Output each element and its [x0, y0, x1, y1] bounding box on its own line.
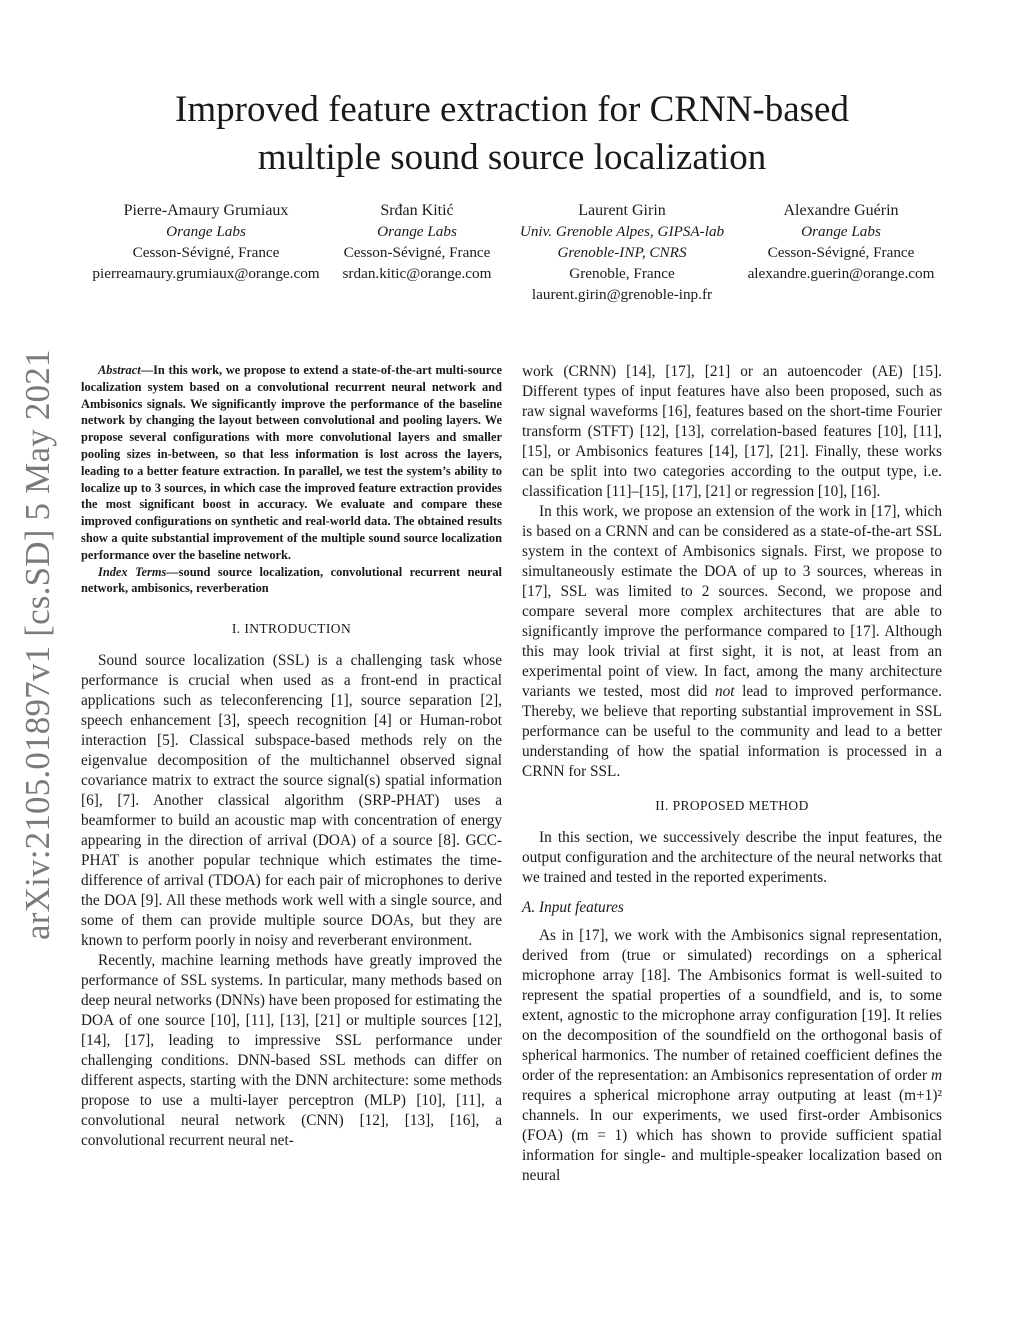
- author-3: [508, 200, 736, 305]
- right-column: [522, 362, 942, 1186]
- author-affiliation: Orange Labs: [801, 223, 881, 240]
- abstract-label: Abstract: [98, 363, 141, 377]
- input-features-text-d: which has shown to provide sufficient spatial information for single- and multiple-speaker localization based on neural: [522, 1127, 942, 1184]
- author-name: Pierre-Amaury Grumiaux: [123, 202, 289, 219]
- index-terms-text: —sound source localization, convolutional recurrent neural network, ambisonics, reverberation: [81, 564, 502, 596]
- index-terms: [81, 564, 502, 598]
- author-location: Cesson-Sévigné, France: [132, 244, 280, 261]
- author-location: Cesson-Sévigné, France: [343, 244, 491, 261]
- paper-title: [0, 86, 1024, 182]
- author-email: alexandre.guerin@orange.com: [747, 265, 935, 282]
- title-line-1: Improved feature extraction for CRNN-based: [175, 89, 849, 130]
- author-affiliation: Univ. Grenoble Alpes, GIPSA-lab: [519, 223, 725, 240]
- author-1: [80, 200, 332, 284]
- title-line-2: multiple sound source localization: [257, 137, 767, 178]
- math-m: m: [930, 1067, 942, 1084]
- author-name: Alexandre Guérin: [783, 202, 899, 219]
- author-affiliation: Orange Labs: [166, 223, 246, 240]
- author-email: srdan.kitic@orange.com: [342, 265, 492, 282]
- method-paragraph-1: In this section, we successively describe the input features, the output configuration and the architecture of the neural networks that we trained and tested in the reported experiments.: [522, 829, 942, 886]
- input-features-text-b: requires a spherical microphone array outputing at least: [522, 1087, 900, 1104]
- section-heading-proposed-method: II. PROPOSED METHOD: [655, 798, 809, 813]
- math-foa-order: (m = 1): [571, 1127, 628, 1144]
- author-name: Laurent Girin: [578, 202, 666, 219]
- intro-paragraph-1: Sound source localization (SSL) is a challenging task whose performance is crucial when used as a front-end in practical applications such as teleconferencing [1], source separation [2], speech enhancement [3], speech recognition [4] or Human-robot interaction [5]. Classical subspace-based methods rely on the eigenvalue decomposition of the multichannel observed signal covariance matrix to extract the source signal(s) spatial information [6], [7]. Another classical algorithm (SRP-PHAT) uses a beamformer to build an acoustic map with concentration of energy appearing in the direction of arrival (DOA) of a source [8]. GCC-PHAT is another popular technique which estimates the time-difference of arrival (TDOA) for each pair of microphones to derive the DOA [9]. All these methods work well with a single source, and some of them can provide multiple source DOAs, but they are known to perform poorly in noisy and reverberant environment.: [81, 652, 502, 950]
- input-features-text-a: As in [17], we work with the Ambisonics signal representation, derived from (true or simulated) recordings on a spherical microphone array [18]. The Ambisonics format is well-suited to represent the spatial properties of a soundfield, and is, to some extent, agnostic to the microphone array configuration [19]. It relies on the decomposition of the soundfield on the orthogonal basis of spherical harmonics. The number of retained coefficient defines the order of the representation: an Ambisonics representation of order: [522, 927, 942, 1084]
- intro-paragraph-3: [522, 502, 942, 782]
- index-terms-label: Index Terms: [98, 564, 167, 579]
- subsection-heading-input-features: A. Input features: [522, 899, 624, 916]
- intro-p3-end: lead to improved performance. Thereby, we believe that reporting substantial improvement in SSL performance can be useful to the community and lead to a better understanding of how the spatial information is processed in a CRNN for SSL.: [522, 683, 943, 780]
- intro-paragraph-2-continued: work (CRNN) [14], [17], [21] or an autoencoder (AE) [15]. Different types of input features have also been proposed, such as raw signal waveforms [16], features based on the short-time Fourier transform (STFT) [12], [13], correlation-based features [10], [11], [15], or Ambisonics features [14], [17], [21]. Finally, these works can be split into two categories according to the output type, i.e. classification [11]–[15], [17], [21] or regression [10], [16].: [522, 363, 942, 500]
- abstract: [81, 362, 502, 564]
- arxiv-stamp: arXiv:2105.01897v1 [cs.SD] 5 May 2021: [18, 349, 57, 940]
- author-2: [332, 200, 502, 284]
- author-location: Cesson-Sévigné, France: [767, 244, 915, 261]
- math-channels-formula: (m+1)²: [899, 1087, 942, 1104]
- author-email: laurent.girin@grenoble-inp.fr: [531, 286, 713, 303]
- author-email: pierreamaury.grumiaux@orange.com: [92, 265, 320, 282]
- author-location: Grenoble, France: [569, 265, 675, 282]
- section-heading-introduction: I. INTRODUCTION: [231, 621, 352, 637]
- author-affiliation: Orange Labs: [377, 223, 457, 240]
- left-column: [81, 362, 502, 1151]
- intro-p3-emphasis: not: [715, 683, 735, 700]
- abstract-text: —In this work, we propose to extend a state-of-the-art multi-source localization system based on a convolutional recurrent neural network and Ambisonics signals. We significantly improve the performance of the baseline network by changing the layout between convolutional and pooling layers. We propose several configurations with more convolutional layers and smaller pooling sizes in-between, so that less information is lost across the layers, leading to a better feature extraction. In parallel, we test the system’s ability to localize up to 3 sources, in which case the improved feature extraction provides the most significant boost in accuracy. We evaluate and compare these improved configurations on synthetic and real-world data. The obtained results show a quite substantial improvement of the multiple sound source localization performance over the baseline network.: [81, 363, 502, 562]
- author-4: [736, 200, 946, 284]
- intro-paragraph-2: Recently, machine learning methods have greatly improved the performance of SSL systems. In particular, many methods based on deep neural networks (DNNs) have been proposed for estimating the DOA of one source [10], [11], [13], [21] or multiple sources [12], [14], [17], leading to impressive SSL performance under challenging conditions. DNN-based SSL methods can differ on different aspects, starting with the DNN architecture: some methods propose to use a multi-layer perceptron (MLP) [10], [11], a convolutional neural network (CNN) [12], [13], [16], a convolutional recurrent neural net-: [81, 952, 502, 1150]
- intro-p3-text: In this work, we propose an extension of the work in [17], which is based on a CRNN and can be considered as a state-of-the-art SSL system in the context of Ambisonics signals. First, we propose to simultaneously estimate the DOA of up to 3 sources, whereas in [17], SSL was limited to 2 sources. Second, we propose and compare several more complex architectures that are able to significantly improve the performance compared to [17]. Although this may look trivial at first sight, it is not, at least from an experimental point of view. In fact, among the many architecture variants we tested, most did: [522, 503, 942, 700]
- author-name: Srđan Kitić: [380, 202, 454, 219]
- input-features-paragraph: [522, 926, 942, 1186]
- author-affiliation-2: Grenoble-INP, CNRS: [557, 244, 687, 261]
- input-features-text-c: channels. In our experiments, we used first-order Ambisonics (FOA): [522, 1107, 942, 1144]
- author-block: [80, 200, 946, 310]
